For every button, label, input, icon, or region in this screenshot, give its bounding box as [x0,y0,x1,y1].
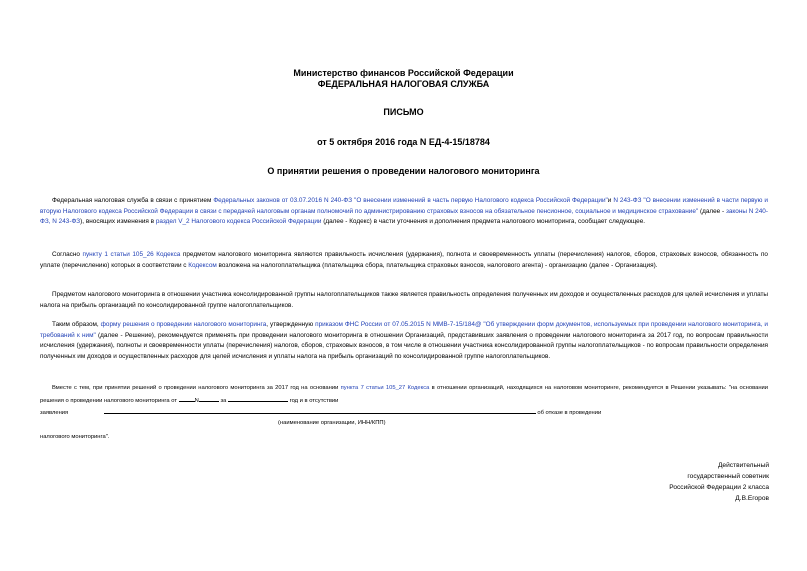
link-article-105-27[interactable]: пункта 7 статьи 105_27 Кодекса [340,385,430,391]
signature-block [669,460,769,504]
p4-text: , утвержденную [266,321,316,328]
p2-text: предметом налогового мониторинга являются правильность исчисления (удержания), полнота и своевременность уплаты (перечисления) налогов, сборов, страховых взносов, обязанность по уплате (перечислению) которых в соответствии с [40,251,768,269]
blank-organization [104,406,536,414]
ministry-heading: Министерство финансов Российской Федерации [293,68,514,78]
p2-text: Согласно [52,251,83,258]
paragraph-1 [40,196,768,228]
signature-rank: Действительный [717,462,769,469]
signature-title: государственный советник [687,473,769,480]
p4-text: Таким образом, [52,321,101,328]
p5-text: Вместе с тем, при принятии решений о проведении налогового мониторинга за 2017 год на основании [52,385,341,391]
paragraph-2 [40,250,768,271]
caption-organization: (наименование организации, ИНН/КПП) [278,419,386,426]
link-code[interactable]: Кодексом [188,261,217,269]
p5-text: в отношении организаций, находящихся на налоговом мониторинге, рекомендуется в Решении указывать: "на основании решения о проведении налогового мониторинга от [40,385,768,404]
p1-text: ), вносящих изменения в [80,218,156,226]
p5-text: заявления [40,410,69,416]
blank-number [199,394,219,402]
p3-text: Предметом налогового мониторинга в отношении участника консолидированной группы налогоплательщиков также является правильность определения полученных им доходов и осуществленных расходов для целей исчисления и уплаты налога на прибыль организаций по консолидированной группе налогоплательщиков. [40,291,768,309]
p4-text: (далее - Решение), рекомендуется применять при проведении налогового мониторинга в отношении Организаций, представивших заявления о проведении налогового мониторинга за 2017 год, по вопросам правильности исчисления (удержания), полноты и своевременности уплаты (перечисления) налогов, сборов, страховых взносов, в том числе в отношении участника консолидированной группы налогоплательщиков - по вопросам правильности определения полученных им доходов и осуществленных расходов для целей исчисления и уплаты налога на прибыль организаций по консолидированной группе налогоплательщиков. [40,331,768,360]
document-date-number: от 5 октября 2016 года N ЕД-4-15/18784 [317,137,490,147]
link-article-105-26[interactable]: пункту 1 статьи 105_26 Кодекса [82,251,181,258]
p1-text: Федеральная налоговая служба в связи с принятием [52,197,214,204]
link-section-v2[interactable]: раздел V_2 Налогового кодекса Российской Федерации [155,218,322,226]
paragraph-5 [40,384,768,443]
link-federal-laws-240[interactable]: Федеральных законов от 03.07.2016 N 240-ФЗ "О внесении изменений в часть первую Налогового кодекса Российской Федерации" [213,197,608,204]
paragraph-3 [40,290,768,311]
p5-text: год и в отсутствии [289,397,339,404]
blank-year [228,394,288,402]
p1-text: (далее - Кодекс) в части уточнения и дополнения предмета налогового мониторинга, сообщает следующее. [321,218,646,226]
p5-text: N [194,397,199,404]
p5-closing: налогового мониторинга". [40,434,110,440]
signature-name: Д.В.Егоров [735,495,769,502]
document-subject: О принятии решения о проведении налогового мониторинга [267,166,540,176]
p5-text: об отказе в проведении [537,410,602,416]
blank-date [179,394,195,402]
signature-class: Российской Федерации 2 класса [669,484,769,491]
p5-text: за [220,397,227,404]
link-fns-order[interactable]: приказом ФНС России от 07.05.2015 N ММВ-7-15/184@ "Об утверждении форм документов, используемых при проведении налогового мониторинга, и требований к ним" [40,321,768,339]
p2-text: возложена на налогоплательщика (плательщика сбора, плательщика страховых взносов, налогового агента) - организацию (далее - Организация). [216,261,658,269]
p1-text: (далее - [698,207,726,215]
link-decision-form[interactable]: форму решения о проведении налогового мониторинга [100,321,267,328]
document-type: ПИСЬМО [383,107,424,117]
link-laws-240-243[interactable]: законы N 240-ФЗ, N 243-ФЗ [40,207,768,226]
p1-text: и [607,197,614,204]
service-heading: ФЕДЕРАЛЬНАЯ НАЛОГОВАЯ СЛУЖБА [317,79,490,89]
link-law-243[interactable]: N 243-ФЗ "О внесении изменений в части первую и вторую Налогового кодекса Российской Федерации в связи с передачей налоговым органам полномочий по администрированию страховых взносов на обязательное пенсионное, социальное и медицинское страхование" [40,197,768,215]
paragraph-4 [40,320,768,362]
